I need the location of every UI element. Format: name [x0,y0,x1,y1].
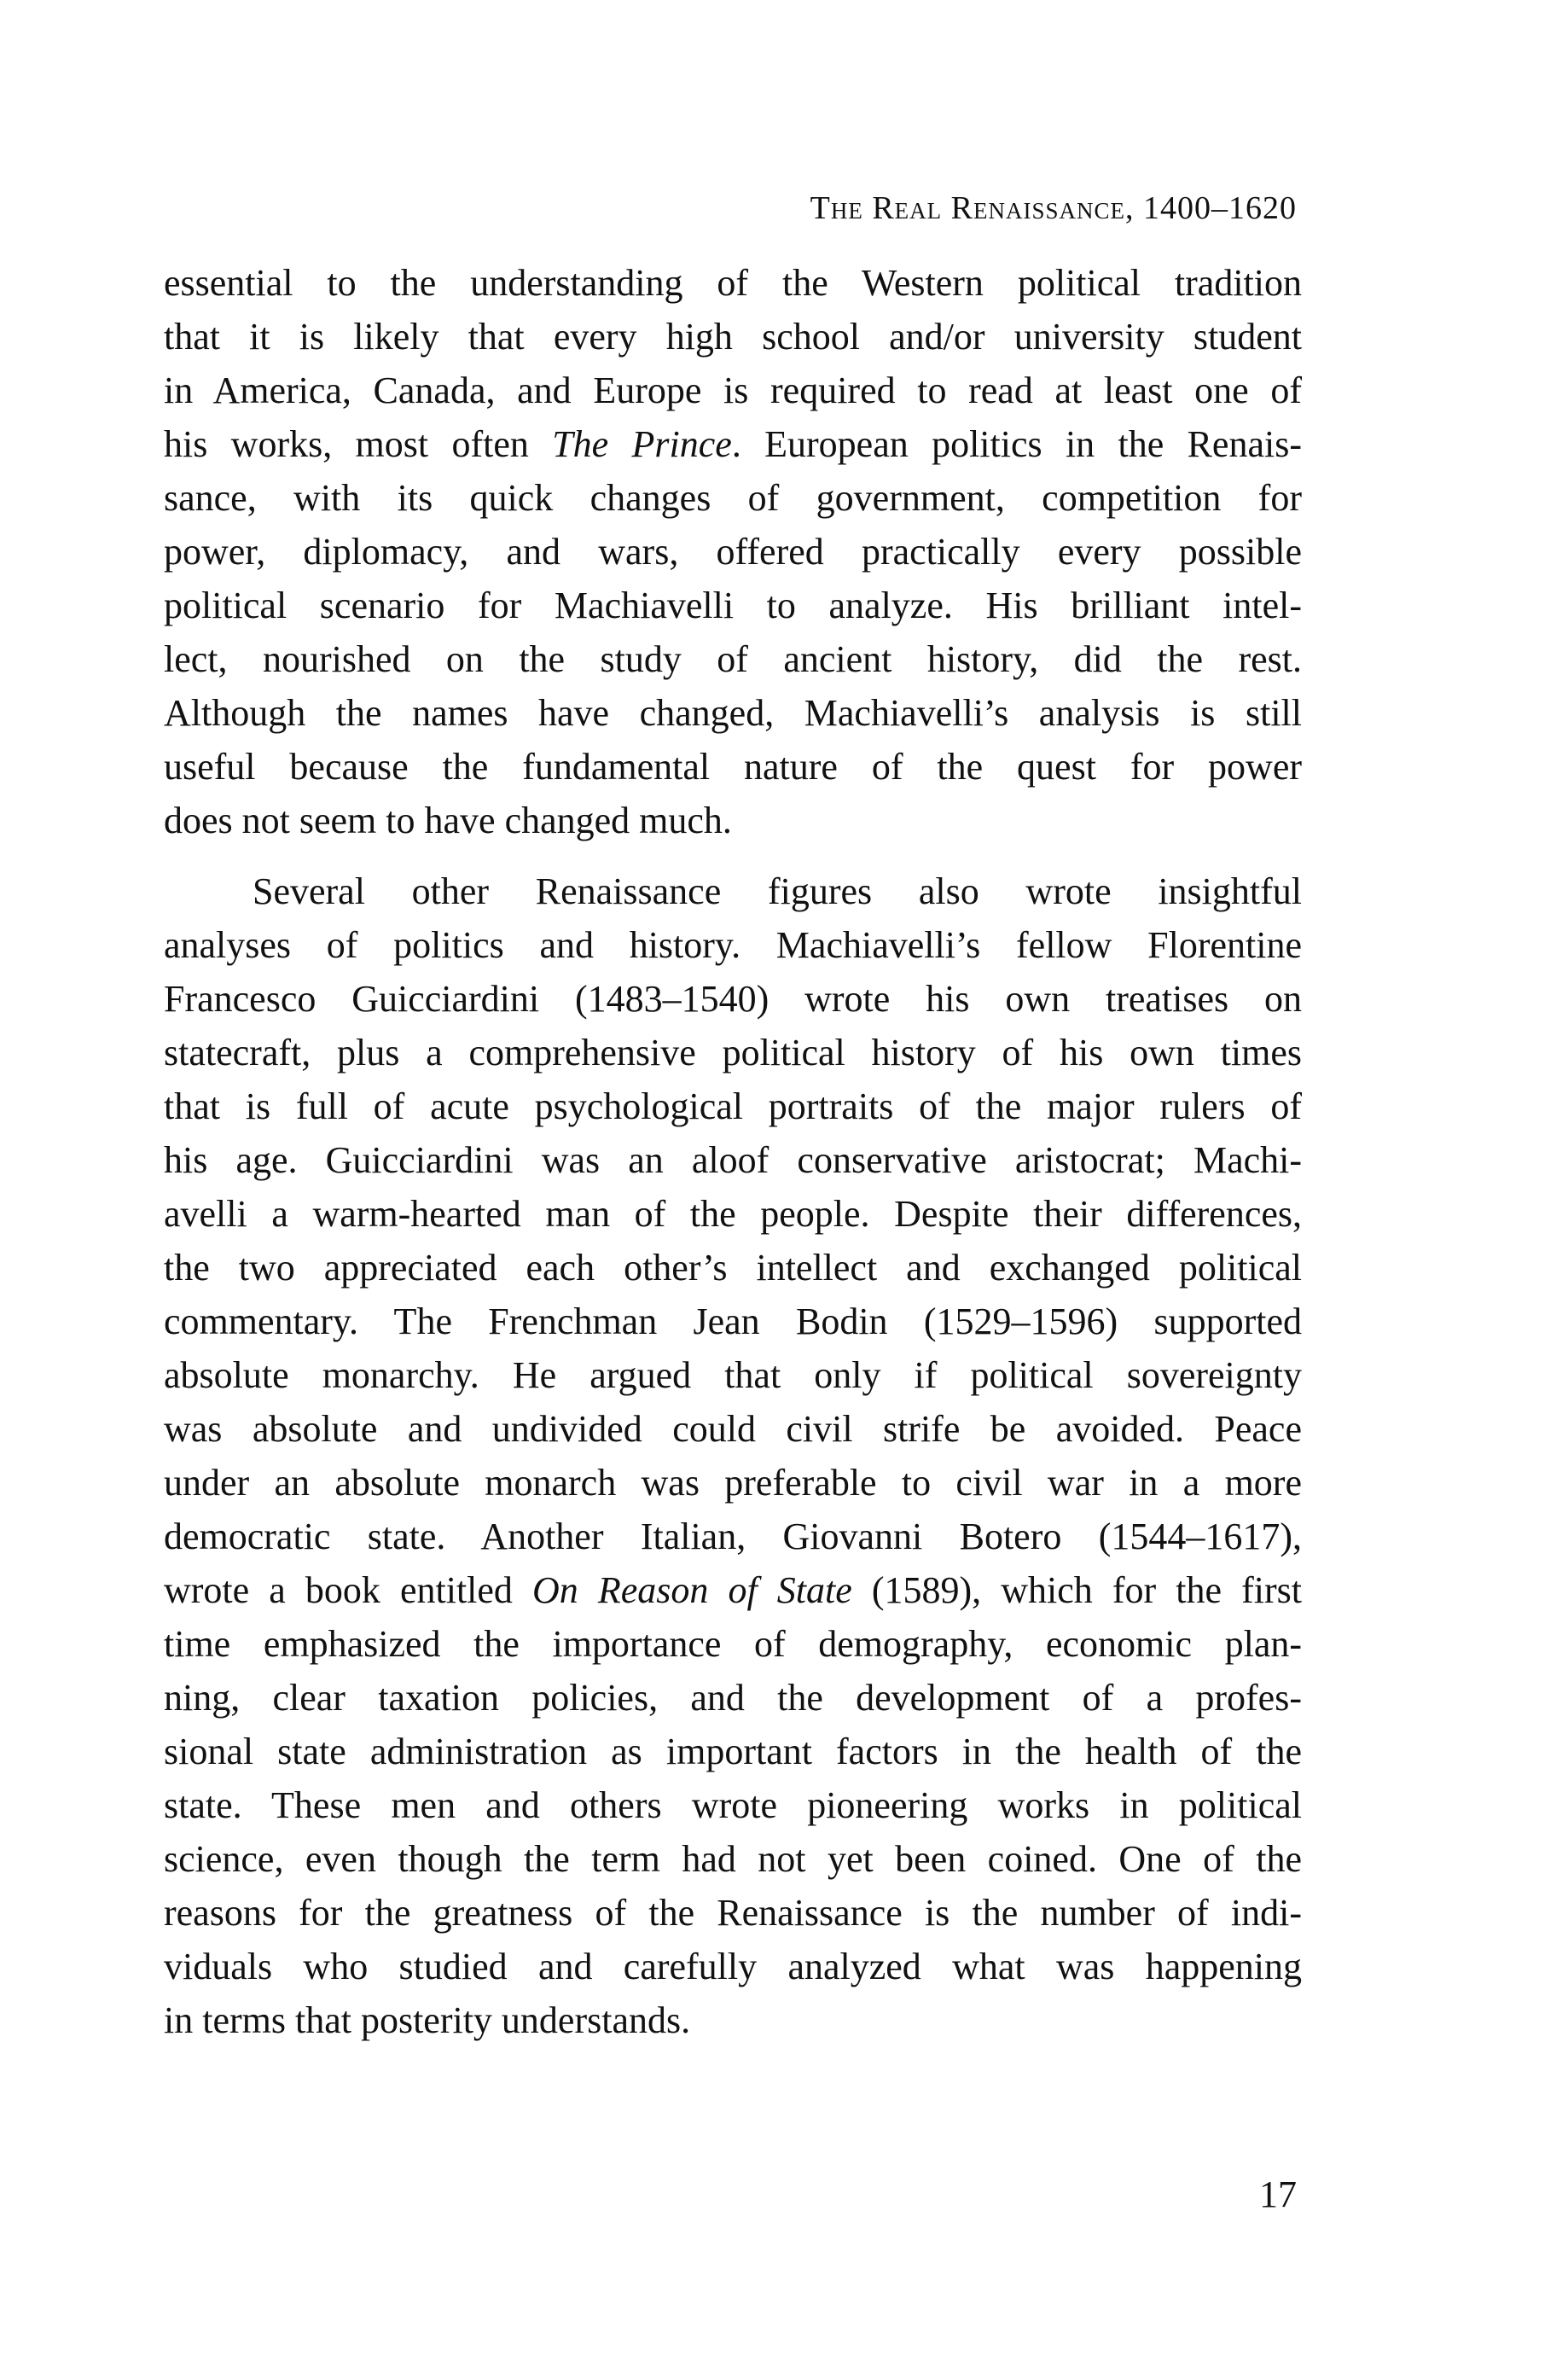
text-line: under an absolute monarch was preferable to civil war in a more [164,1462,1302,1504]
italic-title: On Reason of State [532,1569,852,1611]
text-line: state. These men and others wrote pioneering works in political [164,1784,1302,1826]
text-line: viduals who studied and carefully analyzed what was happening [164,1946,1302,1987]
text-line: sance, with its quick changes of government, competition for [164,477,1302,519]
text-line: power, diplomacy, and wars, offered practically every possible [164,531,1302,573]
text-line [164,417,1302,471]
text-line: his age. Guicciardini was an aloof conservative aristocrat; Machi- [164,1139,1302,1181]
text-line: absolute monarchy. He argued that only if political sovereignty [164,1354,1302,1396]
text-line: reasons for the greatness of the Renaissance is the number of indi- [164,1892,1302,1934]
text-line: the two appreciated each other’s intellect and exchanged political [164,1247,1302,1289]
text-run: his works, most often [164,423,553,465]
text-run: . European politics in the Renais- [731,423,1302,465]
text-line: Several other Renaissance figures also wrote insightful [253,870,1302,912]
text-line: commentary. The Frenchman Jean Bodin (1529–1596) supported [164,1300,1302,1342]
text-line: useful because the fundamental nature of the quest for power [164,746,1302,788]
page-number: 17 [1259,2173,1297,2215]
text-line: Although the names have changed, Machiavelli’s analysis is still [164,692,1302,734]
text-line: statecraft, plus a comprehensive political history of his own times [164,1032,1302,1073]
text-line: time emphasized the importance of demography, economic plan- [164,1623,1302,1665]
text-run: wrote a book entitled [164,1569,533,1611]
text-line: was absolute and undivided could civil strife be avoided. Peace [164,1408,1302,1450]
text-line: political scenario for Machiavelli to analyze. His brilliant intel- [164,585,1302,626]
text-line: in terms that posterity understands. [164,1999,691,2041]
text-line: analyses of politics and history. Machiavelli’s fellow Florentine [164,924,1302,966]
text-line: ning, clear taxation policies, and the development of a profes- [164,1677,1302,1719]
text-line: that is full of acute psychological portraits of the major rulers of [164,1085,1302,1127]
text-line: democratic state. Another Italian, Giovanni Botero (1544–1617), [164,1516,1302,1557]
running-head: The Real Renaissance, 1400–1620 [810,190,1297,226]
paragraph-1 [164,256,1302,847]
text-line: sional state administration as important factors in the health of the [164,1731,1302,1772]
text-line: lect, nourished on the study of ancient history, did the rest. [164,638,1302,680]
text-line [164,1563,1302,1617]
text-line: essential to the understanding of the Western political tradition [164,262,1302,304]
text-line: does not seem to have changed much. [164,800,732,841]
text-line: that it is likely that every high school and/or university student [164,316,1302,358]
italic-title: The Prince [552,423,732,465]
body-text [164,256,1302,2047]
text-run: (1589), which for the first [851,1569,1302,1611]
paragraph-2 [164,864,1302,2047]
text-line: in America, Canada, and Europe is required to read at least one of [164,369,1302,411]
text-line: Francesco Guicciardini (1483–1540) wrote his own treatises on [164,978,1302,1020]
text-line: science, even though the term had not yet been coined. One of the [164,1838,1302,1880]
text-line: avelli a warm-hearted man of the people. Despite their differences, [164,1193,1302,1235]
